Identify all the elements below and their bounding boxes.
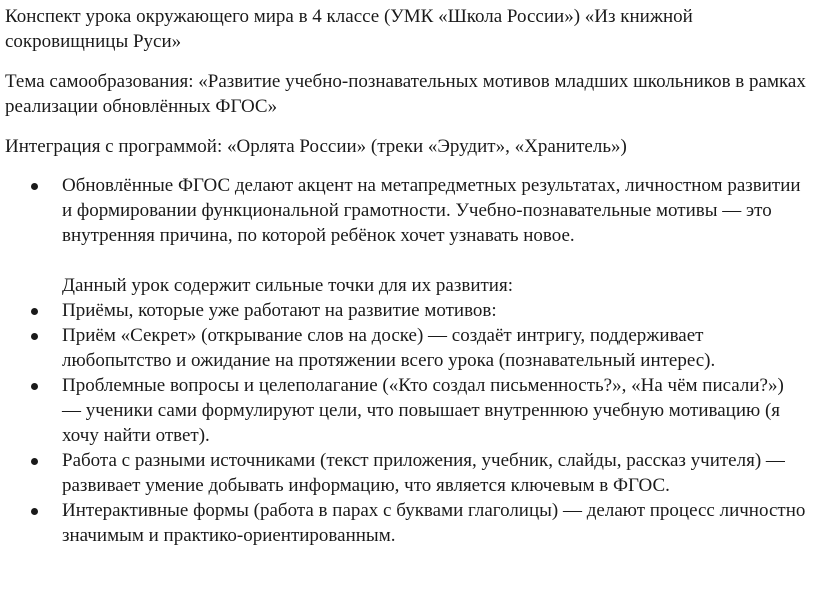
bullet-icon [31, 458, 38, 465]
bullet-icon [31, 333, 38, 340]
list-item-text: Приём «Секрет» (открывание слов на доске) — создаёт интригу, поддерживает любопытство и ожидание на протяжении всего урока (познавательный интерес). [62, 325, 716, 371]
self-education-theme: Тема самообразования: «Развитие учебно-познавательных мотивов младших школьников в рамках реализации обновлённых ФГОС» [5, 71, 806, 117]
list-item-text: Проблемные вопросы и целеполагание («Кто создал письменность?», «На чём писали?») — ученики сами формулируют цели, что повышает внутреннюю учебную мотивацию (я хочу найти ответ). [62, 375, 784, 446]
list-item [5, 173, 806, 248]
methods-list [5, 298, 806, 548]
bullet-icon [31, 508, 38, 515]
list-item-text: Интерактивные формы (работа в парах с буквами глаголицы) — делают процесс личностно значимым и практико-ориентированным. [62, 500, 806, 546]
list-item [5, 448, 806, 498]
list-item [5, 373, 806, 448]
bullet-icon [31, 183, 38, 190]
bullet-list [5, 173, 806, 248]
list-item [5, 298, 806, 323]
program-integration: Интеграция с программой: «Орлята России» (треки «Эрудит», «Хранитель») [5, 136, 627, 157]
intro-followup-text: Данный урок содержит сильные точки для их развития: [62, 275, 513, 296]
list-item [5, 498, 806, 548]
list-item-text: Работа с разными источниками (текст приложения, учебник, слайды, рассказ учителя) — развивает умение добывать информацию, что является ключевым в ФГОС. [62, 450, 785, 496]
bullet-icon [31, 383, 38, 390]
document-title: Конспект урока окружающего мира в 4 классе (УМК «Школа России») «Из книжной сокровищницы Руси» [5, 6, 693, 52]
bullet-icon [31, 308, 38, 315]
list-item-text: Приёмы, которые уже работают на развитие мотивов: [62, 300, 497, 321]
intro-bullet-text: Обновлённые ФГОС делают акцент на метапредметных результатах, личностном развитии и формировании функциональной грамотности. Учебно-познавательные мотивы — это внутренняя причина, по которой ребёнок хочет узнавать новое. [62, 175, 801, 246]
list-item [5, 323, 806, 373]
